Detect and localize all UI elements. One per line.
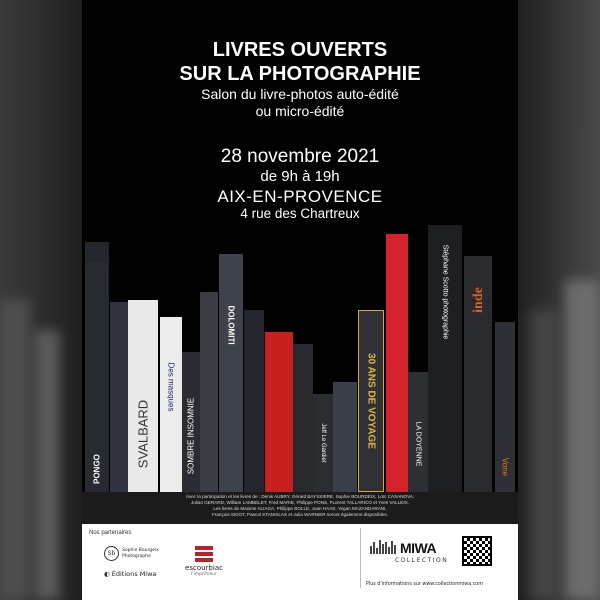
book-spine xyxy=(265,332,293,492)
title-line-2: SUR LA PHOTOGRAPHIE xyxy=(179,63,421,85)
credits-line: Julian GERARD, William LAMBELET, Fred MARIE, Philippe PONS, FLorent TALLARICO et Yves VALLEIX. xyxy=(191,500,409,505)
book-title: inde xyxy=(470,287,486,313)
event-city: AIX-EN-PROVENCE xyxy=(217,187,383,206)
subtitle-line-2: ou micro-édité xyxy=(255,103,345,119)
book-spine xyxy=(86,262,108,492)
qr-code-icon[interactable] xyxy=(462,536,492,566)
book-spine xyxy=(293,344,313,492)
blurred-book xyxy=(0,300,30,600)
credits-line: Avec la participation et les livres de : Denis AUBRY, Gérard BAYSSIERE, Sophie BOURDEIX, Loïc CASANOVA, xyxy=(185,494,415,499)
miwa-barcode-icon xyxy=(370,540,396,554)
book-title: Jeff Le Gardiet xyxy=(320,423,326,463)
book-title: SOMBRE INSOMNIE xyxy=(186,397,196,475)
poster-subtitle xyxy=(82,86,518,120)
sophie-bourgeix-name xyxy=(122,548,159,559)
book-spine xyxy=(160,317,182,492)
more-info-link[interactable]: Plus d'informations sur www.collectionmiwa.com xyxy=(366,582,483,587)
editions-miwa-text: Éditions Miwa xyxy=(111,570,157,578)
credits-text xyxy=(82,492,518,524)
blurred-book xyxy=(565,280,600,600)
blurred-book xyxy=(530,310,560,600)
book-title: Vone xyxy=(500,457,510,476)
book-title: LA DOYENNE xyxy=(414,421,422,467)
partners-heading: Nos partenaires xyxy=(89,530,132,536)
book-title: Des masques xyxy=(166,362,176,412)
book-spine xyxy=(333,382,357,492)
book-spine xyxy=(244,310,264,492)
miwa-logo-text: MIWA xyxy=(400,540,437,556)
book-spine xyxy=(386,234,408,492)
book-spine xyxy=(408,372,428,492)
book-title: Stéphane Scotto photographie xyxy=(441,244,449,340)
book-spine xyxy=(495,322,515,492)
book-title: 30 ANS DE VOYAGE xyxy=(365,353,377,449)
title-line-1: LIVRES OUVERTS xyxy=(212,39,388,61)
book-spine xyxy=(182,352,200,492)
partners-footer xyxy=(82,524,518,600)
credits-line: François SIDOT, Pascal STANISLAS et Julia WARNIER seront également disponibles. xyxy=(212,512,388,517)
book-title: PONGO xyxy=(92,454,102,484)
credits-line: Les livres de Maxime ALIAGA, Philippe BOLLE, Joan HAAS, Yegan MAZANDARANI, xyxy=(213,506,387,511)
escourbiac-name: escourbiac xyxy=(185,564,223,572)
book-spine xyxy=(110,302,128,492)
subtitle-line-1: Salon du livre-photos auto-édité xyxy=(201,86,399,102)
book-spine xyxy=(428,225,462,492)
escourbiac-logo-icon xyxy=(195,546,213,562)
partner-name-line: Sophie Bourgeix xyxy=(122,548,159,553)
event-address: 4 rue des Chartreux xyxy=(240,206,360,221)
book-spine xyxy=(219,254,243,492)
book-spine xyxy=(313,394,333,492)
book-spine xyxy=(464,256,492,492)
blurred-book xyxy=(35,330,60,600)
footer-divider xyxy=(360,528,361,588)
book-title: DOLOMITI xyxy=(226,305,236,345)
book-spine xyxy=(358,310,384,492)
event-hours: de 9h à 19h xyxy=(260,168,340,185)
editions-miwa-label: ◐ Éditions Miwa xyxy=(104,570,157,578)
partner-name-line: Photographe xyxy=(122,553,151,559)
sophie-bourgeix-logo: Sb xyxy=(104,546,119,561)
book-shelf xyxy=(82,220,518,492)
miwa-collection-text: COLLECTION xyxy=(395,557,449,564)
book-spine xyxy=(128,300,158,492)
event-poster xyxy=(82,0,518,600)
event-date: 28 novembre 2021 xyxy=(220,146,380,167)
poster-title xyxy=(82,38,518,86)
escourbiac-subtitle: l'imprimeur xyxy=(191,572,217,577)
book-title: SVALBARD xyxy=(135,400,151,469)
book-spine xyxy=(200,292,218,492)
